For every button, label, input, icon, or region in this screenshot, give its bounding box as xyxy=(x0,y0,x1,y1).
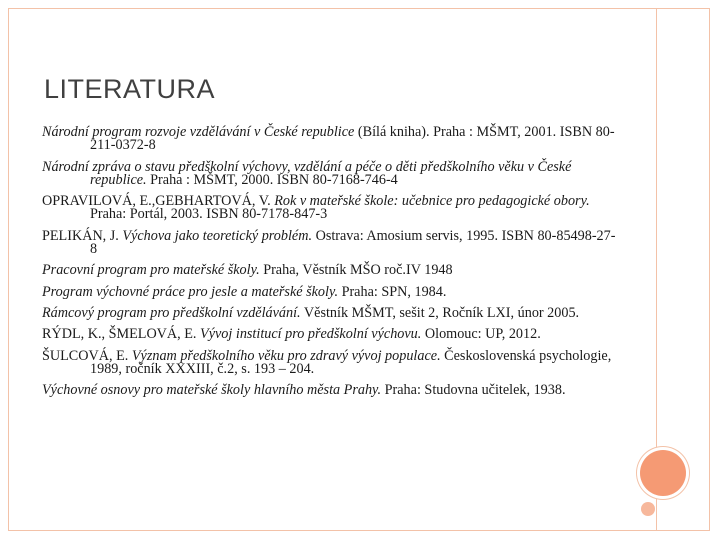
reference-details: Věstník MŠMT, sešit 2, Ročník LXI, únor 2005. xyxy=(300,304,580,321)
reference-title: Výchovné osnovy pro mateřské školy hlavního města Prahy. xyxy=(42,382,382,399)
reference-author: ŠULCOVÁ, E. xyxy=(42,347,132,364)
reference-item xyxy=(42,195,616,222)
reference-details: Praha: SPN, 1984. xyxy=(338,283,447,300)
reference-title: Vývoj institucí pro předškolní výchovu. xyxy=(200,326,422,343)
reference-title: Význam předškolního věku pro zdravý vývoj populace. xyxy=(131,347,441,364)
reference-item xyxy=(42,227,616,258)
reference-list xyxy=(42,126,616,405)
reference-details: (Bílá kniha). Praha : MŠMT, 2001. ISBN 80-211-0372-8 xyxy=(90,124,615,154)
reference-item xyxy=(42,328,616,341)
reference-details: Praha : MŠMT, 2000. ISBN 80-7168-746-4 xyxy=(146,171,398,188)
reference-title: Národní zpráva o stavu předškolní výchovy, vzdělání a péče o děti předškolního věku v České republice. xyxy=(42,158,572,188)
reference-author: RÝDL, K., ŠMELOVÁ, E. xyxy=(42,326,201,343)
reference-item xyxy=(42,126,616,153)
reference-item xyxy=(42,264,616,277)
reference-author: PELIKÁN, J. xyxy=(42,227,123,244)
reference-item xyxy=(42,158,616,188)
reference-item xyxy=(42,283,616,300)
decorative-circle-small xyxy=(641,502,655,516)
reference-author: OPRAVILOVÁ, E.,GEBHARTOVÁ, V. xyxy=(42,193,275,210)
reference-title: Pracovní program pro mateřské školy. xyxy=(42,262,260,279)
reference-details: Československá psychologie, 1989, ročník XXXIII, č.2, s. 193 – 204. xyxy=(90,347,612,377)
reference-title: Národní program rozvoje vzdělávání v České republice xyxy=(42,124,355,140)
reference-details: Ostrava: Amosium servis, 1995. ISBN 80-85498-27-8 xyxy=(90,227,616,258)
slide-title: LITERATURA xyxy=(44,74,216,104)
reference-details: Praha: Portál, 2003. ISBN 80-7178-847-3 xyxy=(90,206,328,223)
decorative-circle-large xyxy=(640,450,686,496)
reference-item xyxy=(42,347,616,377)
reference-title: Rámcový program pro předškolní vzdělávání. xyxy=(42,304,301,321)
reference-details: Praha, Věstník MŠO roč.IV 1948 xyxy=(259,262,453,279)
reference-details: Praha: Studovna učitelek, 1938. xyxy=(381,382,566,399)
reference-title: Program výchovné práce pro jesle a mateřské školy. xyxy=(42,283,339,300)
reference-title: Rok v mateřské škole: učebnice pro pedagogické obory. xyxy=(274,193,590,210)
reference-item xyxy=(42,384,616,397)
reference-details: Olomouc: UP, 2012. xyxy=(421,326,541,343)
reference-item xyxy=(42,304,616,321)
reference-title: Výchova jako teoretický problém. xyxy=(122,227,313,244)
